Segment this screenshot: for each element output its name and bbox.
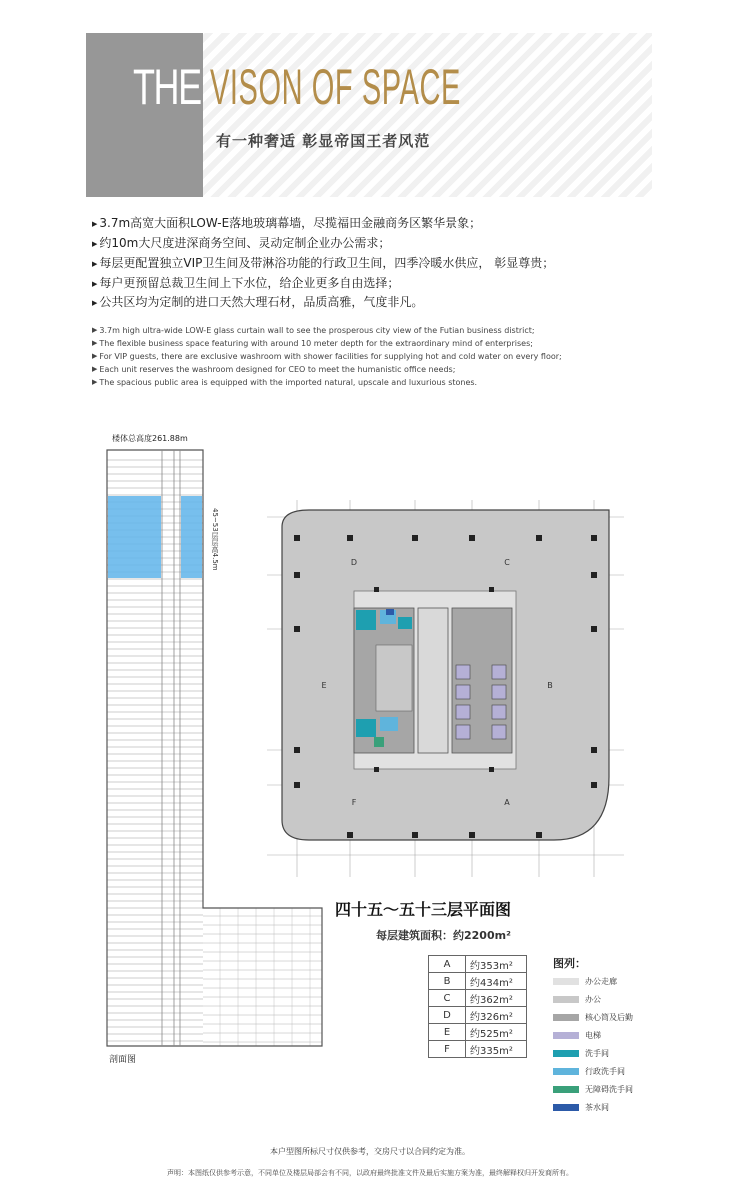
unit-id: E <box>429 1024 466 1041</box>
feature-en-3: ▶ For VIP guests, there are exclusive washroom with shower facilities for supplying hot and cold water on every floor; <box>92 352 562 361</box>
legend-swatch <box>553 1032 579 1039</box>
unit-area-table <box>428 955 527 1058</box>
unit-area: 约525m² <box>466 1024 527 1041</box>
feature-cn-3: ▶ 每层更配置独立VIP卫生间及带淋浴功能的行政卫生间，四季冷暖水供应， 彰显尊贵； <box>92 256 555 270</box>
floor-plan-drawing <box>262 495 630 880</box>
header-the: THE <box>133 59 201 115</box>
table-row <box>429 990 527 1007</box>
header-grey-block <box>86 33 203 197</box>
feature-cn-2: ▶ 约10m大尺度进深商务空间、灵动定制企业办公需求； <box>92 236 391 250</box>
legend-item: 电梯 <box>553 1029 601 1041</box>
section-caption: 剖面图 <box>109 1055 137 1065</box>
legend-item: 核心筒及后勤 <box>553 1011 633 1023</box>
table-row <box>429 973 527 990</box>
plan-unit-label: C <box>504 558 510 567</box>
feature-en-4: ▶ Each unit reserves the washroom designed for CEO to meet the humanistic office needs; <box>92 365 456 374</box>
plan-unit-label: E <box>321 681 327 690</box>
bullet-triangle-icon: ▶ <box>92 352 98 360</box>
unit-id: A <box>429 956 466 973</box>
table-row <box>429 956 527 973</box>
bullet-triangle-icon: ▶ <box>92 326 98 334</box>
legend-item: 行政洗手间 <box>553 1065 625 1077</box>
plan-core-office <box>376 645 412 711</box>
bullet-triangle-icon: ▶ <box>92 365 98 373</box>
plan-unit-label: D <box>350 558 358 567</box>
unit-area: 约326m² <box>466 1007 527 1024</box>
header-subtitle: 有一种奢适 彰显帝国王者风范 <box>216 132 431 150</box>
legend-item: 洗手间 <box>553 1047 609 1059</box>
legend-swatch <box>553 1086 579 1093</box>
building-height-label: 楼体总高度261.88m <box>112 434 188 443</box>
unit-area: 约335m² <box>466 1041 527 1058</box>
bullet-triangle-icon: ▶ <box>92 299 98 307</box>
header-vision: VISON OF SPACE <box>210 59 461 115</box>
footer-disclaimer: 声明：本图纸仅供参考示意，不同单位及楼层局部会有不同，以政府最终批准文件及最后实施方案为准，最终解释权归开发商所有。 <box>167 1169 573 1177</box>
plan-accessible-washroom <box>374 737 384 747</box>
legend-item: 办公走廊 <box>553 975 617 987</box>
table-row <box>429 1041 527 1058</box>
bullet-triangle-icon: ▶ <box>92 280 98 288</box>
plan-unit-label: A <box>504 798 510 807</box>
table-row <box>429 1007 527 1024</box>
footer-note: 本户型图所标尺寸仅供参考，交房尺寸以合同约定为准。 <box>270 1147 470 1156</box>
feature-cn-5: ▶ 公共区均为定制的进口天然大理石材，品质高雅，气度非凡。 <box>92 295 424 309</box>
plan-stair-core <box>418 608 448 753</box>
plan-washroom <box>356 610 376 630</box>
legend-swatch <box>553 1050 579 1057</box>
unit-id: D <box>429 1007 466 1024</box>
legend-title: 图列： <box>553 957 586 970</box>
unit-area: 约353m² <box>466 956 527 973</box>
plan-pantry <box>386 609 394 615</box>
feature-en-5: ▶ The spacious public area is equipped with the imported natural, upscale and luxurious stones. <box>92 378 478 387</box>
bullet-triangle-icon: ▶ <box>92 378 98 386</box>
floor-range-label: 45~53层层高4.5m <box>211 508 219 571</box>
feature-en-1: ▶ 3.7m high ultra-wide LOW-E glass curtain wall to see the prosperous city view of the Futian business district; <box>92 326 535 335</box>
bullet-triangle-icon: ▶ <box>92 339 98 347</box>
plan-washroom <box>398 617 412 629</box>
plan-unit-label: B <box>547 681 553 690</box>
feature-cn-1: ▶ 3.7m高宽大面积LOW-E落地玻璃幕墙，尽揽福田金融商务区繁华景象； <box>92 216 482 230</box>
unit-area: 约434m² <box>466 973 527 990</box>
unit-id: F <box>429 1041 466 1058</box>
plan-title: 四十五～五十三层平面图 <box>335 900 512 919</box>
unit-area: 约362m² <box>466 990 527 1007</box>
legend-item: 办公 <box>553 993 601 1005</box>
bullet-triangle-icon: ▶ <box>92 260 98 268</box>
bullet-triangle-icon: ▶ <box>92 220 98 228</box>
legend-swatch <box>553 1068 579 1075</box>
plan-area-label: 每层建筑面积：约2200m² <box>376 929 511 942</box>
bullet-triangle-icon: ▶ <box>92 240 98 248</box>
legend-swatch <box>553 1014 579 1021</box>
feature-en-2: ▶ The flexible business space featuring with around 10 meter depth for the extraordinary mind of enterprises; <box>92 339 533 348</box>
unit-id: B <box>429 973 466 990</box>
plan-unit-label: F <box>351 798 357 807</box>
section-highlight-floors <box>108 496 202 578</box>
legend-swatch <box>553 978 579 985</box>
plan-washroom <box>356 719 376 737</box>
legend-item: 无障碍洗手间 <box>553 1083 633 1095</box>
legend-item: 茶水间 <box>553 1101 609 1113</box>
table-row <box>429 1024 527 1041</box>
legend-swatch <box>553 996 579 1003</box>
legend-swatch <box>553 1104 579 1111</box>
unit-id: C <box>429 990 466 1007</box>
feature-cn-4: ▶ 每户更预留总裁卫生间上下水位，给企业更多自由选择； <box>92 276 400 290</box>
plan-executive-washroom <box>380 717 398 731</box>
